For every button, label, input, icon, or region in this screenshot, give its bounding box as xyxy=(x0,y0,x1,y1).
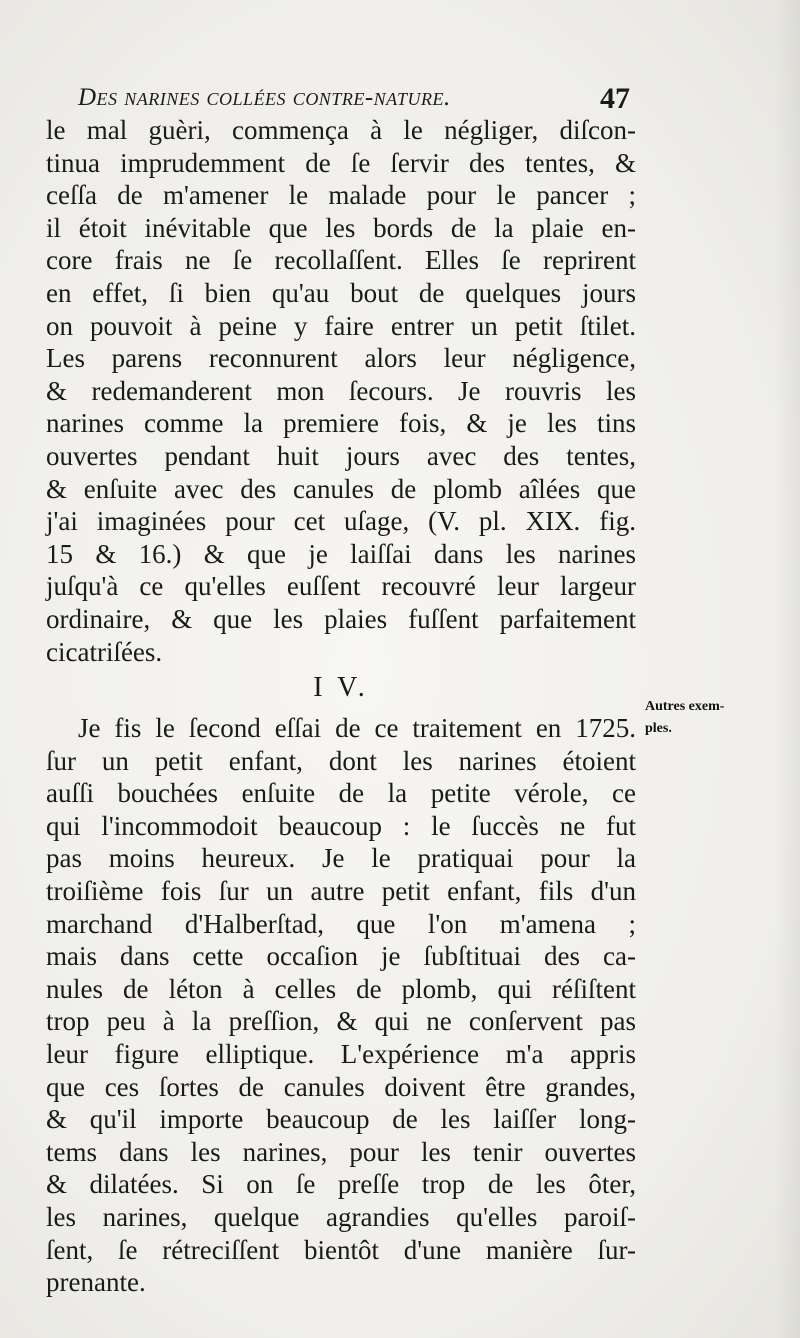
running-title: Des narines collées contre-nature. xyxy=(78,84,451,111)
paragraph-2 xyxy=(46,712,636,1299)
text-line: leur figure elliptique. L'expérience m'a appris xyxy=(46,1039,636,1070)
text-line: mais dans cette occaſion je ſubſtituai des ca- xyxy=(46,941,636,972)
text-line: marchand d'Halberſtad, que l'on m'amena ; xyxy=(46,908,636,939)
text-line: les narines, quelque agrandies qu'elles paroiſ- xyxy=(46,1202,636,1232)
text-line: 15 & 16.) & que je laiſſai dans les narines xyxy=(46,538,636,569)
page-number: 47 xyxy=(600,82,630,115)
text-line: qui l'incommodoit beaucoup : le ſuccès ne fut xyxy=(46,810,636,841)
text-line: ordinaire, & que les plaies fuſſent parfaitement xyxy=(46,603,636,634)
text-line: cicatriſées. xyxy=(46,636,163,667)
paragraph-1 xyxy=(46,114,636,668)
text-line: il étoit inévitable que les bords de la plaie en- xyxy=(46,212,636,243)
text-line: Les parens reconnurent alors leur négligence, xyxy=(46,343,636,374)
text-line: Je fis le ſecond eſſai de ce traitement en 1725. xyxy=(78,713,636,744)
body-text xyxy=(46,114,636,1299)
text-line: & dilatées. Si on ſe preſſe trop de les ôter, xyxy=(46,1169,636,1200)
text-line: narines comme la premiere fois, & je les tins xyxy=(46,408,636,439)
margin-note-line: ples. xyxy=(645,721,672,736)
text-line: le mal guèri, commença à le négliger, diſcon- xyxy=(46,115,636,145)
text-line: pas moins heureux. Je le pratiquai pour la xyxy=(46,843,636,874)
text-line: core frais ne ſe recollaſſent. Elles ſe reprirent xyxy=(46,245,636,276)
text-line: en effet, ſi bien qu'au bout de quelques jours xyxy=(46,277,636,308)
text-line: on pouvoit à peine y faire entrer un petit ſtilet. xyxy=(46,310,636,341)
text-line: trop peu à la preſſion, & qui ne conſervent pas xyxy=(46,1006,636,1037)
text-line: ſur un petit enfant, dont les narines étoient xyxy=(46,745,636,776)
page-gutter-shadow xyxy=(774,0,800,1338)
text-line: prenante. xyxy=(46,1267,146,1298)
text-line: ſent, ſe rétreciſſent bientôt d'une manière ſur- xyxy=(46,1234,636,1265)
text-line: juſqu'à ce qu'elles euſſent recouvré leur largeur xyxy=(46,571,636,602)
text-line: que ces ſortes de canules doivent être grandes, xyxy=(46,1071,636,1102)
section-heading: I V. xyxy=(313,672,369,704)
text-line: auſſi bouchées enſuite de la petite vérole, ce xyxy=(46,778,636,809)
margin-note-line: Autres exem- xyxy=(645,699,725,714)
margin-note xyxy=(645,696,795,740)
text-line: tems dans les narines, pour les tenir ouvertes xyxy=(46,1136,636,1167)
text-line: tinua imprudemment de ſe ſervir des tentes, & xyxy=(46,147,636,178)
text-line: nules de léton à celles de plomb, qui réſiſtent xyxy=(46,973,636,1004)
text-line: troiſième fois ſur un autre petit enfant, fils d'un xyxy=(46,876,636,907)
text-line: & enſuite avec des canules de plomb aîlées que xyxy=(46,473,636,504)
text-line: & qu'il importe beaucoup de les laiſſer long- xyxy=(46,1104,636,1135)
text-line: ceſſa de m'amener le malade pour le pancer ; xyxy=(46,180,636,211)
text-line: j'ai imaginées pour cet uſage, (V. pl. XIX. fig. xyxy=(46,506,636,537)
text-line: & redemanderent mon ſecours. Je rouvris les xyxy=(46,375,636,406)
text-line: ouvertes pendant huit jours avec des tentes, xyxy=(46,440,636,471)
